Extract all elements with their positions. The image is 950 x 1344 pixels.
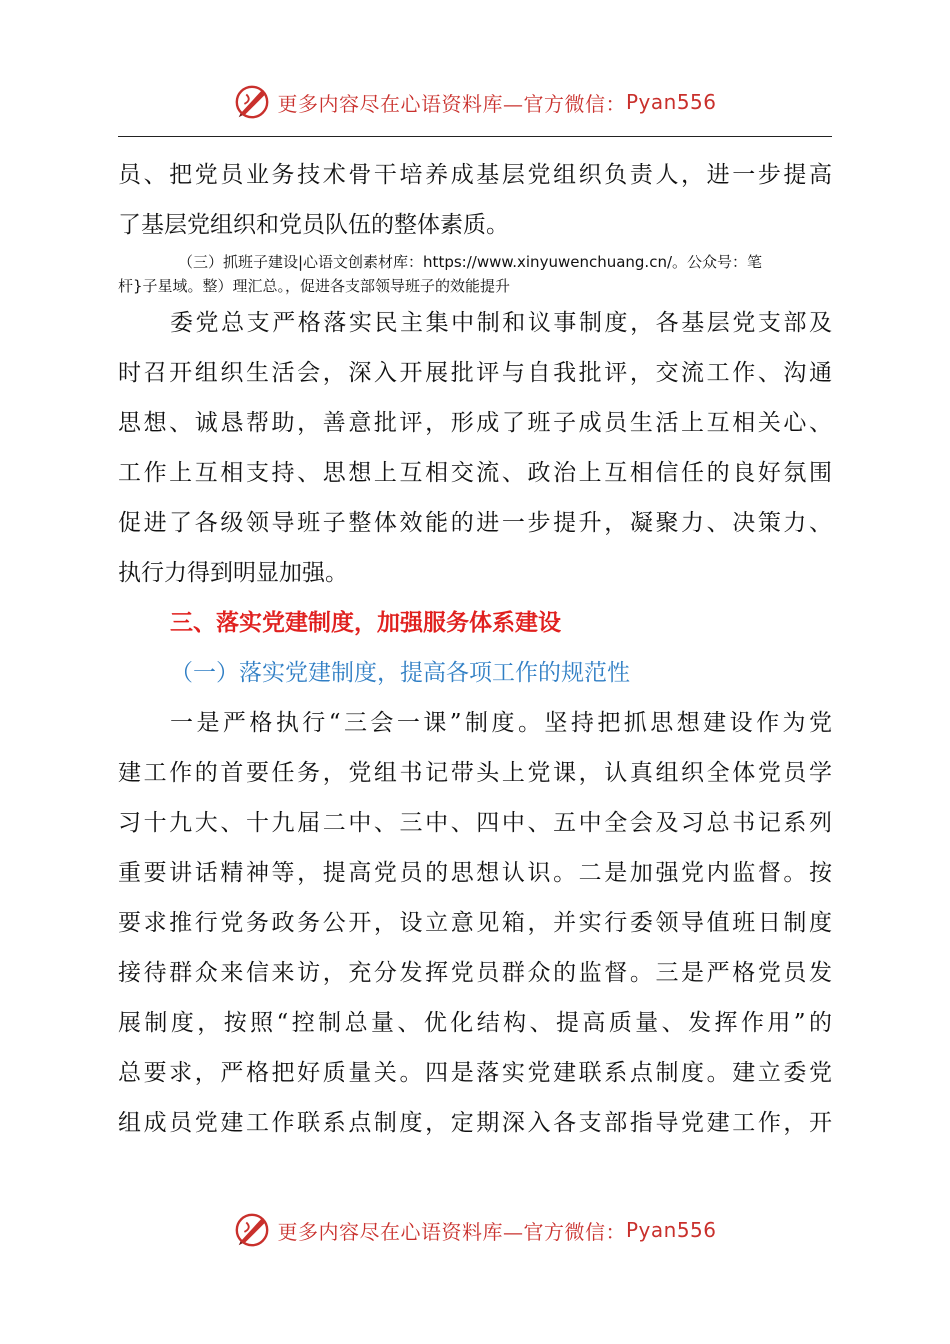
text-line: 一是严格执行“三会一课”制度。坚持把抓思想建设作为党 xyxy=(170,710,832,736)
text-line: 接待群众来信来访，充分发挥党员群众的监督。三是严格党员发 xyxy=(118,960,832,986)
header-divider xyxy=(118,136,832,137)
document-body xyxy=(118,150,832,1148)
text-line: 重要讲话精神等，提高党员的思想认识。二是加强党内监督。按 xyxy=(118,860,832,886)
wechat-id: Pyan556 xyxy=(625,1218,717,1242)
header-banner xyxy=(0,80,950,124)
text-line: 委党总支严格落实民主集中制和议事制度，各基层党支部及 xyxy=(170,310,832,336)
banner-text: 更多内容尽在心语资料库—官方微信： xyxy=(277,1219,626,1244)
text-line: 促进了各级领导班子整体效能的进一步提升，凝聚力、决策力、 xyxy=(118,510,832,536)
footer-banner xyxy=(0,1208,950,1252)
text-line: 建工作的首要任务，党组书记带头上党课，认真组织全体党员学 xyxy=(118,760,832,786)
text-line: 员、把党员业务技术骨干培养成基层党组织负责人，进一步提高 xyxy=(118,162,832,188)
text-line: 组成员党建工作联系点制度，定期深入各支部指导党建工作，开 xyxy=(118,1110,832,1136)
pen-logo-icon xyxy=(233,83,271,121)
text-line: 要求推行党务政务公开，设立意见箱，并实行委领导值班日制度 xyxy=(118,910,832,936)
section-heading: 三、落实党建制度，加强服务体系建设 xyxy=(170,610,561,636)
text-line: 执行力得到明显加强。 xyxy=(118,560,348,586)
text-line: 习十九大、十九届二中、三中、四中、五中全会及习总书记系列 xyxy=(118,810,832,836)
banner-text: 更多内容尽在心语资料库—官方微信： xyxy=(277,91,626,116)
watermark-note-line: （三）抓班子建设|心语文创素材库：https://www.xinyuwenchuang.cn/。公众号：笔 xyxy=(178,253,763,271)
text-line: 工作上互相支持、思想上互相交流、政治上互相信任的良好氛围 xyxy=(118,460,832,486)
text-line: 了基层党组织和党员队伍的整体素质。 xyxy=(118,212,509,238)
pen-logo-icon xyxy=(233,1211,271,1249)
text-line: 思想、诚恳帮助，善意批评，形成了班子成员生活上互相关心、 xyxy=(118,410,832,436)
text-line: 时召开组织生活会，深入开展批评与自我批评，交流工作、沟通 xyxy=(118,360,832,386)
wechat-id: Pyan556 xyxy=(625,90,717,114)
text-line: 总要求，严格把好质量关。四是落实党建联系点制度。建立委党 xyxy=(118,1060,832,1086)
subsection-heading: （一）落实党建制度，提高各项工作的规范性 xyxy=(170,660,630,686)
text-line: 展制度，按照“控制总量、优化结构、提高质量、发挥作用”的 xyxy=(118,1010,832,1036)
watermark-note-line: 杆}子星域。整）理汇总。，促进各支部领导班子的效能提升 xyxy=(118,277,511,295)
